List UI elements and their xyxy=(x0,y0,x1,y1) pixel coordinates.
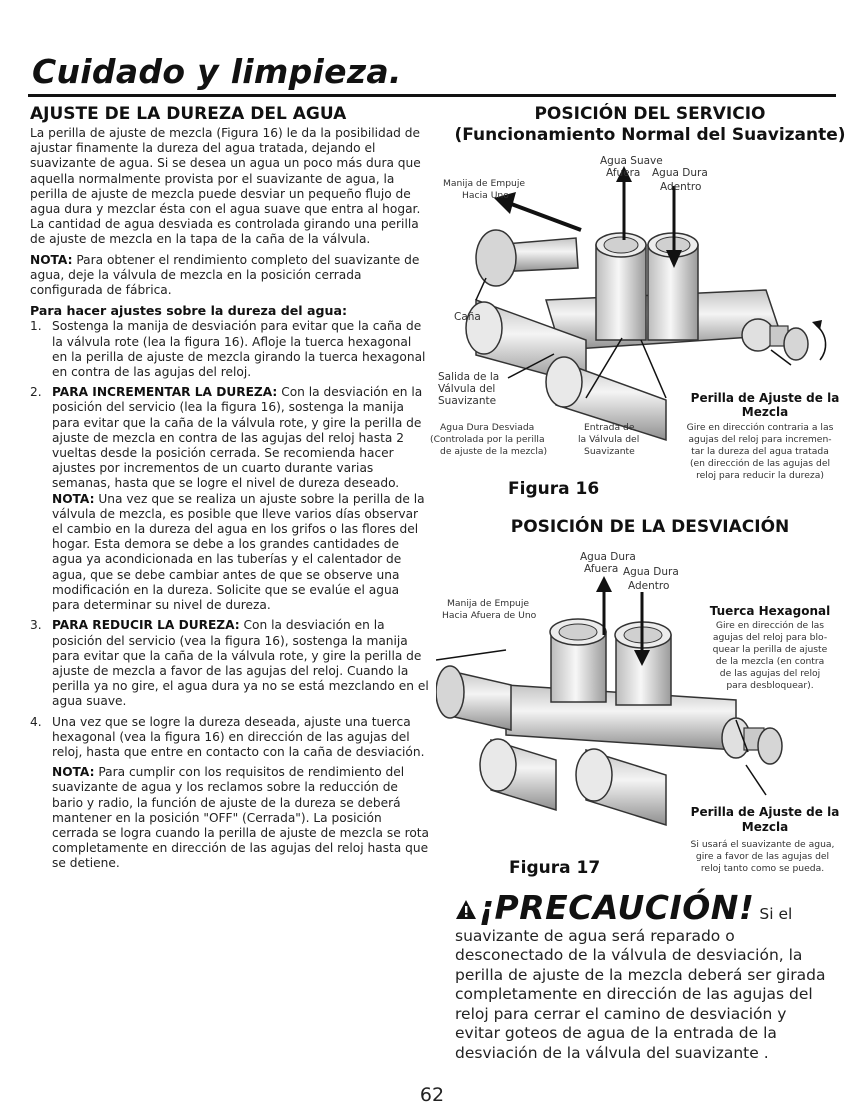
subheading: Para hacer ajustes sobre la dureza del agua: xyxy=(30,303,347,319)
note-1 xyxy=(30,253,430,299)
step-text: Sostenga la manija de desviación para evitar que la caña de la válvula rote (lea la figura 16). Afloje la tuerca hexagonal en la perilla de ajuste de mezcla girando la tuerca hexagonal en contra de las agujas del reloj. xyxy=(52,319,426,380)
note-2-label: NOTA: xyxy=(52,765,95,780)
title-rule xyxy=(28,94,836,97)
steps-list xyxy=(30,319,430,760)
caution-lead: Si el suavizante xyxy=(455,905,793,945)
label-adentro: Adentro xyxy=(628,580,670,592)
step-number: 1. xyxy=(30,319,42,334)
label-tuerca: Tuerca Hexagonal xyxy=(709,604,831,618)
list-item xyxy=(30,715,430,761)
label-afuera: Afuera xyxy=(606,167,641,179)
label-gire-line2: agujas del reloj para incremen- xyxy=(688,434,832,445)
label-gire-line4: (en dirección de las agujas del xyxy=(689,458,831,469)
section-heading: AJUSTE DE LA DUREZA DEL AGUA xyxy=(30,104,347,124)
note-2 xyxy=(30,765,430,871)
label-gire-line1: Gire en dirección contraria a las xyxy=(686,422,834,433)
label-tuerca-line2: agujas del reloj para blo- xyxy=(712,632,828,643)
step-text: Una vez que se logre la dureza deseada, ajuste una tuerca hexagonal (vea la figura 16) en dirección de las agujas del reloj, hasta que entre en contacto con la caña de desviación. xyxy=(52,714,425,759)
label-tuerca-line5: de las agujas del reloj xyxy=(719,668,821,679)
intro-paragraph: La perilla de ajuste de mezcla (Figura 16) le da la posibilidad de ajustar finamente la dureza del agua tratada, dejando el suavizante de agua. Si se desea un agua un poco más dura que aquella normalmente provista por el suavizante de agua, la perilla de ajuste de mezcla puede desviar un pequeño flujo de agua dura y mezclar ésta con el agua suave que entra al hogar. La cantidad de agua desviada es controlada girando una perilla de ajuste de mezcla en la tapa de la caña de la válvula. xyxy=(30,126,421,247)
caution-text: de agua será reparado o desconectado de la válvula de desviación, la perilla de ajuste de la mezcla deberá ser girada completamente en dirección de las agujas del reloj para cerrar el camino de desviación y evitar goteos de agua de la entrada de la desviación de la válvula del suavizante . xyxy=(455,926,826,1062)
label-tuerca-line1: Gire en dirección de las xyxy=(715,620,825,631)
label-tuerca-line3: quear la perilla de ajuste xyxy=(712,644,828,655)
label-perilla-line1: Perilla de Ajuste de la xyxy=(690,391,840,405)
label-perilla-desc-line3: reloj tanto como se pueda. xyxy=(700,863,825,874)
list-item xyxy=(30,385,430,613)
figure-16-title-line2: (Funcionamiento Normal del Suavizante) xyxy=(454,125,846,145)
label-agua-suave: Agua Suave xyxy=(600,155,663,167)
step-note-text: Una vez que se realiza un ajuste sobre la perilla de la válvula de mezcla, es posible que lleve varios días observar el cambio en la dureza del agua en los grifos o las flores del hogar. Esta demora se debe a los grandes cantidades de agua ya acondicionada en las tuberías y el calentador de agua, que se debe cambiar antes de que se observe una modificación en la dureza. Solicite que se evalúe el agua para determinar su nivel de dureza. xyxy=(52,491,425,613)
caution-block xyxy=(455,888,835,1063)
note-1-text: Para obtener el rendimiento completo del suavizante de agua, deje la válvula de mezcla en la posición cerrada configurada de fábrica. xyxy=(30,252,420,298)
caution-title: ¡PRECAUCIÓN! xyxy=(479,888,755,927)
label-manija-line1: Manija de Empuje xyxy=(443,178,526,189)
step-label: PARA INCREMENTAR LA DUREZA: xyxy=(52,385,278,400)
figure-16-title xyxy=(440,104,860,146)
left-column xyxy=(30,104,430,872)
label-adentro: Adentro xyxy=(660,181,702,193)
note-1-label: NOTA: xyxy=(30,252,73,267)
label-gire-line3: tar la dureza del agua tratada xyxy=(691,446,829,457)
figure-17-caption: Figura 17 xyxy=(509,858,601,878)
label-perilla-desc-line2: gire a favor de las agujas del xyxy=(695,851,830,862)
label-perilla-line2: Mezcla xyxy=(741,820,789,834)
list-item xyxy=(30,618,430,709)
label-cana: Caña xyxy=(454,311,481,323)
label-agua-dura: Agua Dura xyxy=(623,566,679,578)
step-number: 2. xyxy=(30,385,42,400)
label-entrada-line1: Entrada de xyxy=(584,422,635,433)
label-entrada-line3: Suavizante xyxy=(584,446,635,457)
label-agua-dura: Agua Dura xyxy=(652,167,708,179)
label-salida-line3: Suavizante xyxy=(438,395,497,407)
label-manija-line2: Hacia Uno xyxy=(462,190,509,201)
figure-17-title: POSICIÓN DE LA DESVIACIÓN xyxy=(510,517,790,537)
label-tuerca-line6: para desbloquear). xyxy=(726,680,814,691)
step-label: PARA REDUCIR LA DUREZA: xyxy=(52,618,240,633)
page-number: 62 xyxy=(419,1084,445,1106)
label-perilla-line2: Mezcla xyxy=(741,405,789,419)
note-2-text: Para cumplir con los requisitos de rendimiento del suavizante de agua y los reclamos sobre la reducción de bario y radio, la función de ajuste de la dureza se deberá mantener en la posición "OFF" (Cerrada"). La posición cerrada se logra cuando la perilla de ajuste de mezcla se rota completamente en dirección de las agujas del reloj hasta que se detiene. xyxy=(52,765,430,871)
figure-16-title-line1: POSICIÓN DEL SERVICIO xyxy=(534,104,766,124)
step-text: Con la desviación en la posición del servicio (lea la figura 16), sostenga la manija para evitar que la caña de la válvula rote, y gire la perilla de ajuste de mezcla en contra de las agujas del reloj hasta 2 vueltas desde la posición cerrada. Se recomienda hacer ajustes por incrementos de un cuarto durante varias semanas, hasta que se logre el nivel de dureza deseado. xyxy=(52,385,423,491)
warning-triangle-icon xyxy=(455,899,477,927)
step-number: 4. xyxy=(30,714,42,729)
label-tuerca-line4: de la mezcla (en contra xyxy=(715,656,825,667)
label-manija-line1: Manija de Empuje xyxy=(447,598,530,609)
step-note-label: NOTA: xyxy=(52,491,95,506)
step-number: 3. xyxy=(30,618,42,633)
list-item xyxy=(30,319,430,380)
label-manija-line2: Hacia Afuera de Uno xyxy=(442,610,537,621)
label-agua-dura-top: Agua Dura xyxy=(580,551,636,563)
label-perilla-line1: Perilla de Ajuste de la xyxy=(690,805,840,819)
label-entrada-line2: la Válvula del xyxy=(578,434,640,445)
label-desviada-line3: de ajuste de la mezcla) xyxy=(440,446,548,457)
page-title: Cuidado y limpieza. xyxy=(32,52,402,91)
label-gire-line5: reloj para reducir la dureza) xyxy=(696,470,824,481)
step-text: Con la desviación en la posición del servicio (vea la figura 16), sostenga la manija para evitar que la caña de la válvula rote, y gire la perilla de ajuste de mezcla a favor de las agujas del reloj. Cuando la perilla ya no gire, el agua dura ya no se está mezclando en el agua suave. xyxy=(52,618,429,709)
label-perilla-desc-line1: Si usará el suavizante de agua, xyxy=(690,839,835,850)
label-salida-line2: Válvula del xyxy=(438,383,496,395)
label-salida-line1: Salida de la xyxy=(438,371,500,383)
label-desviada-line2: (Controlada por la perilla xyxy=(430,434,545,445)
figure-16-caption: Figura 16 xyxy=(508,479,600,499)
label-desviada-line1: Agua Dura Desviada xyxy=(440,422,535,433)
label-afuera: Afuera xyxy=(584,563,619,575)
